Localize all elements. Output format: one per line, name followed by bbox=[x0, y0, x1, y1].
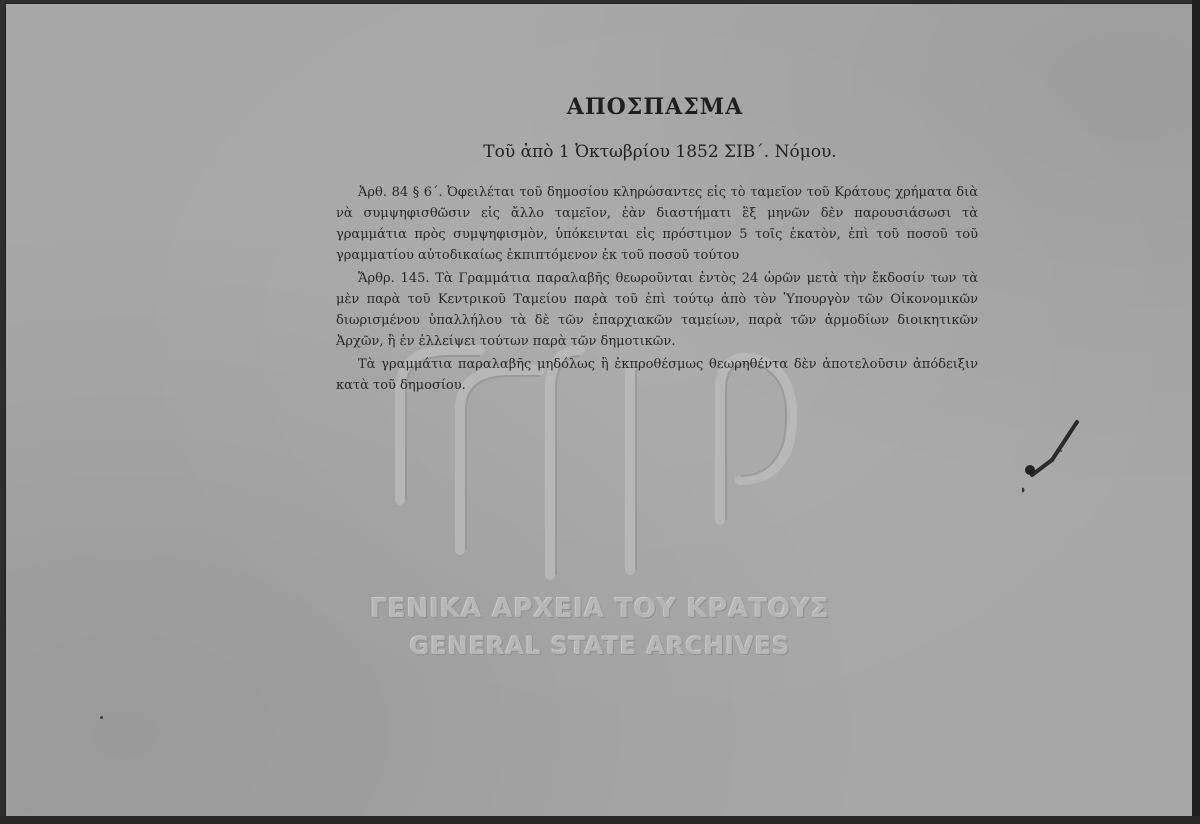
ink-stain bbox=[1022, 420, 1092, 510]
document-body bbox=[336, 182, 978, 398]
document-title: ΑΠΟΣΠΑΣΜΑ bbox=[566, 94, 744, 120]
scan-edge-right bbox=[1192, 0, 1200, 824]
watermark-english-text: GENERAL STATE ARCHIVES bbox=[409, 632, 791, 660]
paragraph-receipts: Τὰ γραμμάτια παραλαβῆς μηδόλως ἢ ἐκπροθέσμως θεωρηθέντα δὲν ἀποτελοῦσιν ἀπόδειξιν κατὰ τοῦ δημοσίου. bbox=[336, 357, 978, 393]
watermark-greek-text: ΓΕΝΙΚΑ ΑΡΧΕΙΑ ΤΟΥ ΚΡΑΤΟΥΣ bbox=[370, 594, 830, 624]
document-subtitle: Τοῦ ἀπὸ 1 Ὀκτωβρίου 1852 ΣΙΒ΄. Νόμου. bbox=[483, 142, 837, 162]
paragraph-article-145: Ἄρθρ. 145. Τὰ Γραμμάτια παραλαβῆς θεωροῦνται ἐντὸς 24 ὡρῶν μετὰ τὴν ἔκδοσίν των τὰ μὲν παρὰ τοῦ Κεντρικοῦ Ταμείου παρὰ τοῦ ἐπὶ τούτῳ ἀπὸ τὸν Ὑπουργὸν τῶν Οἰκονομικῶν διωρισμένου ὑπαλλήλου τὰ δὲ τῶν ἐπαρχιακῶν ταμείων, παρὰ τῶν ἁρμοδίων διοικητικῶν Ἀρχῶν, ἢ ἐν ἐλλείψει τούτων παρὰ τῶν δημοτικῶν. bbox=[336, 271, 978, 349]
dust-speck bbox=[100, 716, 103, 719]
paragraph-article-84: Ἀρθ. 84 § 6΄. Ὀφειλέται τοῦ δημοσίου κληρώσαντες εἰς τὸ ταμεῖον τοῦ Κράτους χρήματα διὰ νὰ συμψηφισθῶσιν εἰς ἄλλο ταμεῖον, ἐὰν διαστήματι ἓξ μηνῶν δὲν παρουσιάσωσι τὰ γραμμάτια πρὸς συμψηφισμὸν, ὑπόκεινται εἰς πρόστιμον 5 τοῖς ἑκατὸν, ἐπὶ τοῦ ποσοῦ τοῦ γραμματίου αὐτοδικαίως ἐκπιπτόμενον ἐκ τοῦ ποσοῦ τούτου bbox=[336, 185, 978, 263]
dust-speck bbox=[1060, 450, 1062, 452]
scan-edge-bottom bbox=[0, 816, 1200, 824]
